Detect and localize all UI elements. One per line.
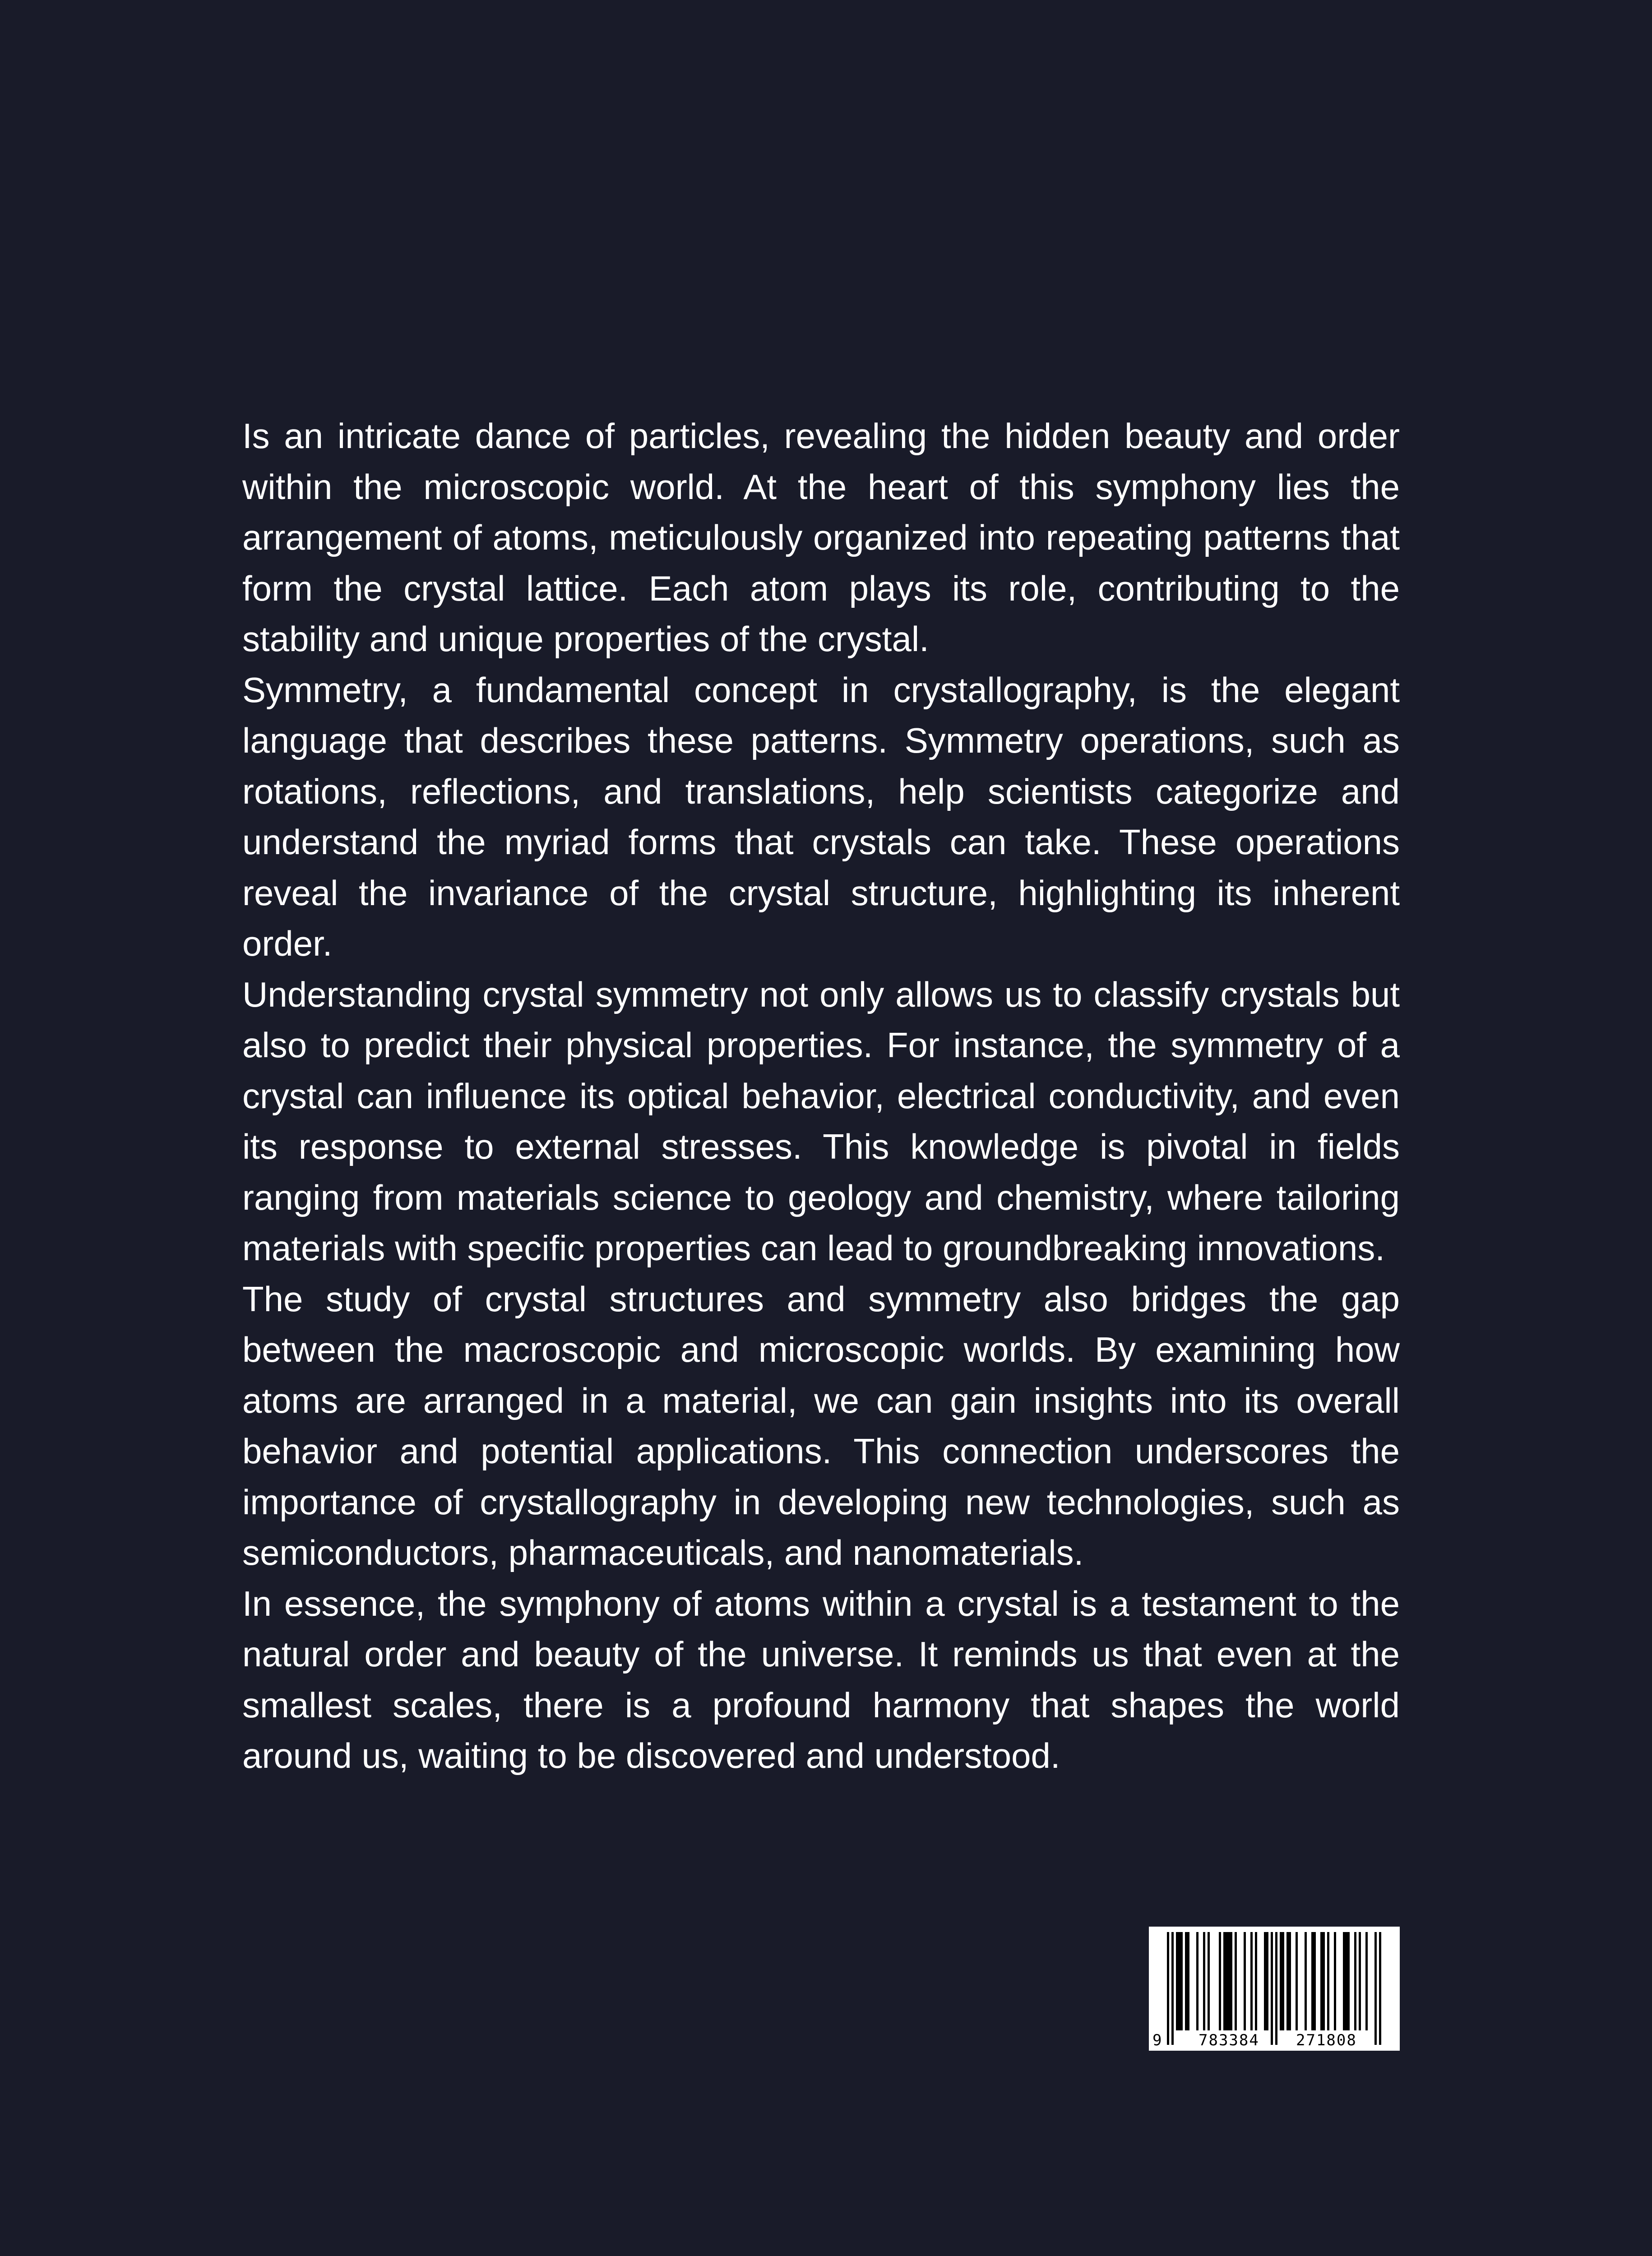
barcode-bar — [1208, 1932, 1210, 2030]
barcode-bar — [1196, 1932, 1199, 2030]
barcode-bar — [1289, 1932, 1291, 2030]
barcode-bar — [1305, 1932, 1307, 2030]
barcode-bar — [1359, 1932, 1361, 2030]
barcode-bar — [1282, 1932, 1284, 2030]
barcode-bar — [1327, 1932, 1329, 2030]
barcode-right-digits: 271808 — [1296, 2031, 1357, 2049]
barcode-guard-bar — [1271, 1932, 1273, 2045]
barcode-bar — [1223, 1932, 1226, 2030]
barcode-bar — [1320, 1932, 1323, 2030]
barcode-bar — [1185, 1932, 1187, 2030]
barcode-bar — [1219, 1932, 1221, 2030]
barcode-guard-bar — [1379, 1932, 1381, 2045]
barcode-bar — [1314, 1932, 1316, 2030]
barcode-bar — [1347, 1932, 1350, 2030]
barcode-bar — [1178, 1932, 1180, 2030]
blurb-paragraph-5: In essence, the symphony of atoms within a crystal is a testament to the natural order and beauty of the universe. It reminds us that even at the smallest scales, there is a profound harmony that shapes the world around us, waiting to be discovered and understood. — [242, 1583, 1400, 1775]
barcode-guard-bar — [1171, 1932, 1174, 2045]
barcode-bar — [1255, 1932, 1257, 2030]
barcode-bar — [1354, 1932, 1356, 2030]
blurb-paragraph-2: Symmetry, a fundamental concept in crystallography, is the elegant language that describes these patterns. Symmetry operations, such as rotations, reflections, and translations, help scientists categorize and understand the myriad forms that crystals can take. These operations reveal the invariance of the crystal structure, highlighting its inherent order. — [242, 670, 1400, 963]
barcode-bar — [1226, 1932, 1228, 2030]
barcode-bar — [1266, 1932, 1268, 2030]
blurb-text — [242, 411, 1400, 1781]
barcode-bar — [1180, 1932, 1183, 2030]
barcode-guard-bar — [1167, 1932, 1169, 2045]
barcode-bar — [1365, 1932, 1368, 2030]
isbn-barcode — [1149, 1927, 1400, 2051]
barcode-bar — [1250, 1932, 1253, 2030]
barcode-bar — [1228, 1932, 1230, 2030]
barcode-bar — [1264, 1932, 1266, 2030]
barcode-bar — [1244, 1932, 1246, 2030]
barcode-bar — [1235, 1932, 1237, 2030]
blurb-paragraph-4: The study of crystal structures and symmetry also bridges the gap between the macroscopic and microscopic worlds. By examining how atoms are arranged in a material, we can gain insights into its overall behavior and potential applications. This connection underscores the importance of crystallography in developing new technologies, such as semiconductors, pharmaceuticals, and nanomaterials. — [242, 1279, 1400, 1572]
barcode-bar — [1176, 1932, 1178, 2030]
blurb-paragraph-1: Is an intricate dance of particles, revealing the hidden beauty and order within the microscopic world. At the heart of this symphony lies the arrangement of atoms, meticulously organized into repeating patterns that form the crystal lattice. Each atom plays its role, contributing to the stability and unique properties of the crystal. — [242, 416, 1400, 659]
barcode-bar — [1187, 1932, 1189, 2030]
barcode-left-digits: 783384 — [1199, 2031, 1259, 2049]
barcode-bar — [1311, 1932, 1314, 2030]
barcode-bar — [1280, 1932, 1282, 2030]
barcode-bar — [1343, 1932, 1345, 2030]
barcode-bar — [1230, 1932, 1232, 2030]
barcode-bar — [1296, 1932, 1298, 2030]
barcode-bar — [1334, 1932, 1336, 2030]
barcode-bar — [1345, 1932, 1347, 2030]
barcode-bar — [1323, 1932, 1325, 2030]
blurb-paragraph-3: Understanding crystal symmetry not only allows us to classify crystals but also to predict their physical properties. For instance, the symmetry of a crystal can influence its optical behavior, electrical conductivity, and even its response to external stresses. This knowledge is pivotal in fields ranging from materials science to geology and chemistry, where tailoring materials with specific properties can lead to groundbreaking innovations. — [242, 974, 1400, 1268]
barcode-bar — [1203, 1932, 1205, 2030]
barcode-lead-digit: 9 — [1152, 2031, 1163, 2049]
barcode-bars — [1149, 1927, 1400, 2051]
barcode-bar — [1286, 1932, 1289, 2030]
barcode-guard-bar — [1275, 1932, 1277, 2045]
barcode-guard-bar — [1374, 1932, 1377, 2045]
